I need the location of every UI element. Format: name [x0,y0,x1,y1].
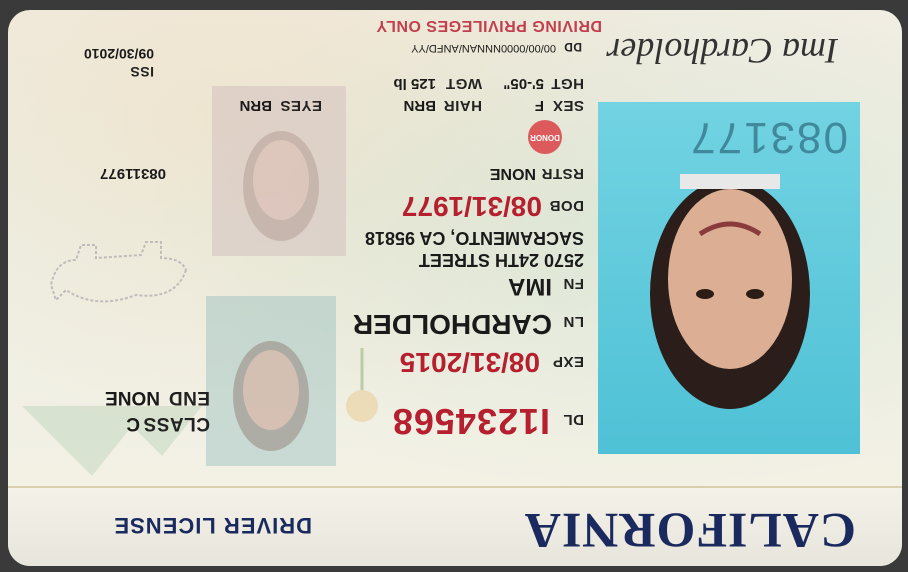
dd-value: 00/00/0000NNNAN/ANFD/YY [411,42,556,54]
hgt-value: 5'-05" [503,75,544,92]
dob-value: 08/31/1977 [401,191,542,222]
wgt-value: 125 lb [393,75,436,92]
end-value: NONE [105,387,160,408]
face-portrait-icon [640,174,820,414]
hair-value: BRN [403,97,436,114]
ghost-photo [206,296,336,466]
license-card [8,10,902,566]
wgt-label: WGT [445,75,482,92]
address-line-1: 2570 24TH STREET [418,250,584,270]
ghost-face-icon [226,336,316,456]
organ-donor-icon: DONOR [528,120,562,154]
privileges-note: DRIVING PRIVILEGES ONLY [375,17,602,34]
sex-label: SEX [552,97,584,114]
dd-label: DD [563,40,582,54]
id-number: 08311977 [100,165,166,182]
iss-date: 09/30/2010 [83,46,154,62]
last-name: CARDHOLDER [352,309,552,340]
dl-label: DL [563,411,584,428]
hair-label: HAIR [443,97,482,114]
photo-number: 083177 [689,113,848,162]
class-label: CLASS [143,413,210,434]
address-line-2: SACRAMENTO, CA 95818 [364,228,584,248]
state-title: CALIFORNIA [523,503,856,559]
eyes-value: BRN [239,97,272,114]
rstr-value: NONE [489,165,536,182]
exp-label: EXP [552,353,584,370]
hgt-label: HGT [550,75,584,92]
end-label: END [168,387,210,408]
cardholder-photo [598,102,860,454]
signature: Ima Cardholder [606,31,838,71]
first-name: IMA [508,273,552,300]
bear-icon [46,240,196,330]
iss-label: ISS [129,64,154,80]
sex-value: F [534,97,544,114]
eyes-label: EYES [279,97,322,114]
dl-number: I1234568 [391,401,550,442]
dob-label: DOB [549,197,584,214]
doc-type: DRIVER LICENSE [113,513,312,538]
exp-date: 08/31/2015 [399,347,540,378]
fn-label: FN [563,275,584,292]
ln-label: LN [563,313,584,330]
mountain-icon [22,396,202,486]
rstr-label: RSTR [541,165,584,182]
ghost-face-secondary-icon [236,126,326,246]
class-value: C [126,413,140,434]
